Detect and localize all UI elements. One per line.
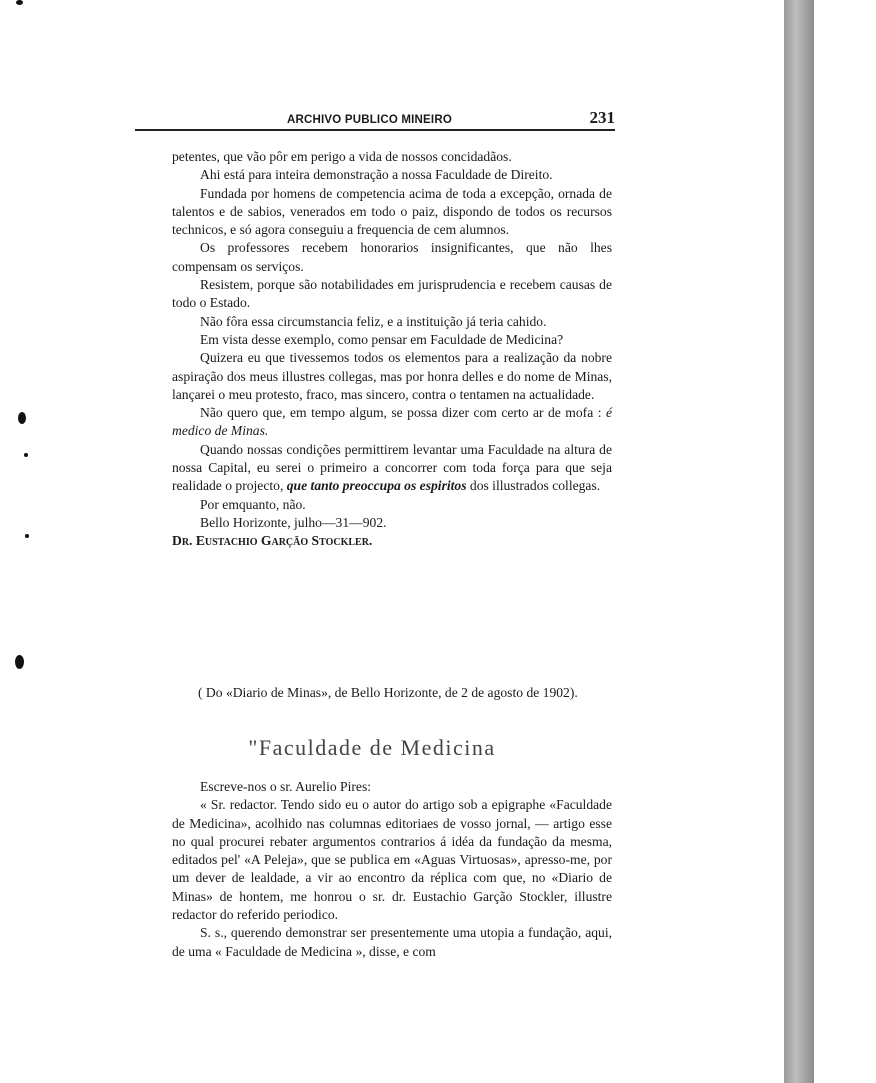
scan-speck [15,655,24,669]
paragraph [172,441,612,496]
page-edge-shadow [784,0,814,1083]
article-body [172,148,612,551]
source-note: ( Do «Diario de Minas», de Bello Horizonte, de 2 de agosto de 1902). [198,685,578,700]
paragraph: Os professores recebem honorarios insignificantes, que não lhes compensam os serviços. [172,240,612,274]
intro-line: Escreve-nos o sr. Aurelio Pires: [200,779,372,794]
paragraph: Quizera eu que tivessemos todos os elementos para a realização da nobre aspiração dos meus illustres collegas, mas por honra delles e do nome de Minas, lançarei o meu protesto, fraco, mas sincero, contra o tentamen na actualidade. [172,350,612,402]
paragraph-text: Não quero que, em tempo algum, se possa dizer com certo ar de mofa : [200,405,606,421]
paragraph: Não fôra essa circumstancia feliz, e a instituição já teria cahido. [200,313,547,329]
closing-line: Por emquanto, não. [200,496,306,512]
paragraph: petentes, que vão pôr em perigo a vida de nossos concidadãos. [172,149,512,164]
page-header [135,108,615,130]
scan-speck [16,0,23,5]
article-body-2 [172,778,612,961]
paragraph: « Sr. redactor. Tendo sido eu o autor do artigo sob a epigraphe «Faculdade de Medicina», acolhido nas columnas editoriaes de vosso jornal, — artigo esse no qual procurei rebater argumentos contrarios á idéa da fundação da mesma, editados pel' «A Peleja», que se publica em «Aguas Virtuosas», apresso-me, por um dever de lealdade, a vir ao encontro da réplica com que, no «Diario de Minas» de hontem, me honrou o sr. dr. Eustachio Garção Stockler, illustre redactor do referido periodico. [172,797,612,923]
scan-speck [18,412,26,424]
paragraph: Fundada por homens de competencia acima de toda a excepção, ornada de talentos e de sabios, venerados em todo o paiz, dispondo de todos os recursos technicos, e só agora conseguiu a frequencia de cem alumnos. [172,185,612,238]
paragraph-text: Quando nossas condições permittirem levantar uma Faculdade na altura de nossa Capital, eu serei o primeiro a concorrer com toda força para que seja realidade o projecto, [172,441,612,494]
italic-phrase: é medico de Minas. [172,405,612,439]
page-margin-right [814,0,876,1083]
page-number: 231 [589,108,615,127]
paragraph: Ahi está para inteira demonstração a nossa Faculdade de Direito. [200,167,553,183]
scan-speck [24,453,28,457]
header-rule [135,129,615,131]
italic-phrase: que tanto preoccupa os espiritos [286,478,467,494]
paragraph: S. s., querendo demonstrar ser presentemente uma utopia a fundação, aqui, de uma « Faculdade de Medicina », disse, e com [172,925,612,959]
signature: Dr. Eustachio Garção Stockler. [172,533,373,549]
place-date: Bello Horizonte, julho—31—902. [200,514,387,530]
paragraph-text: dos illustrados collegas. [466,478,601,494]
paragraph [172,404,612,441]
paragraph: Em vista desse exemplo, como pensar em Faculdade de Medicina? [200,331,564,347]
paragraph: Resistem, porque são notabilidades em jurisprudencia e recebem causas de todo o Estado. [172,277,612,311]
section-title: "Faculdade de Medicina [248,735,496,760]
scan-speck [25,534,29,538]
running-title: ARCHIVO PUBLICO MINEIRO [287,114,452,126]
